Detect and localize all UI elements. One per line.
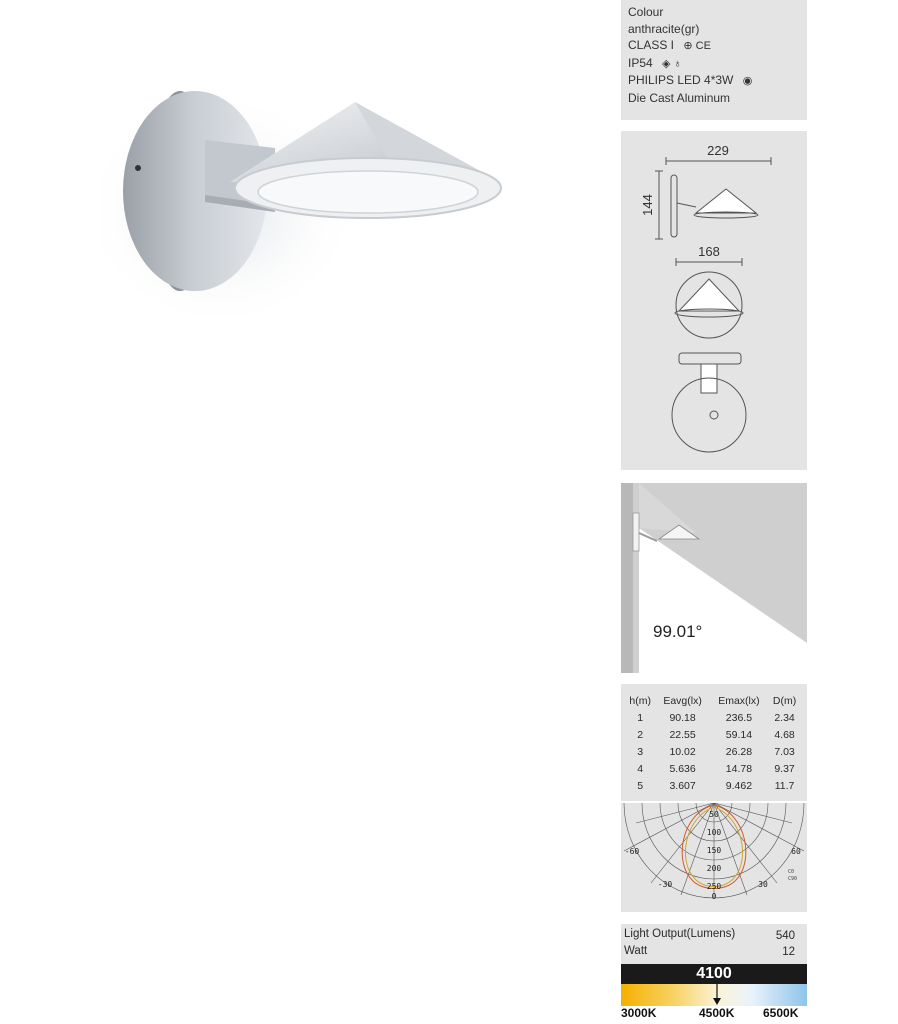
- radial-label: 50: [709, 810, 719, 819]
- spec-ip: [628, 55, 800, 73]
- photometric-table-panel: [621, 684, 807, 801]
- cct-tick-low: 3000K: [621, 1006, 657, 1020]
- table-row: [625, 709, 801, 726]
- cell: 5.636: [669, 763, 696, 776]
- angle-label-left30: -30: [657, 880, 673, 889]
- cct-gradient-bar: [621, 984, 807, 1006]
- table-header-row: [625, 692, 801, 709]
- lumens-label: Light Output(Lumens): [624, 928, 736, 940]
- header-eavg: Eavg(lx): [663, 694, 702, 707]
- lumens-value: 540: [775, 930, 795, 942]
- cell: 7.03: [774, 745, 795, 758]
- cct-ticks: [621, 1006, 807, 1024]
- polar-diagram: [621, 803, 807, 912]
- header-height: h(m): [629, 694, 652, 707]
- table-row: [625, 761, 801, 778]
- specs-panel: [621, 0, 807, 120]
- class-ce-icon: ⊕ CE: [683, 40, 711, 52]
- cell: 26.28: [725, 745, 753, 758]
- ip-rating-icon: ◈ ♁: [662, 57, 682, 70]
- angle-label-zero: 0: [711, 892, 717, 901]
- dim-width: 229: [707, 143, 729, 158]
- dim-diameter: 168: [698, 244, 720, 259]
- spec-ip-label: IP54: [628, 55, 653, 70]
- cell: 5: [637, 780, 644, 793]
- dimension-drawings: [621, 131, 807, 470]
- output-panel: [621, 924, 807, 964]
- led-icon: ◉: [742, 75, 753, 87]
- spec-led: [628, 72, 800, 90]
- cell: 2.34: [774, 711, 795, 724]
- cell: 9.37: [774, 763, 795, 776]
- watt-value: 12: [782, 946, 795, 958]
- table-row: [625, 778, 801, 795]
- angle-label-left60: -60: [624, 847, 640, 856]
- beam-diagram: [621, 483, 807, 673]
- dimensions-panel: [621, 131, 807, 470]
- angle-label-right30: 30: [758, 880, 768, 889]
- spec-class-label: CLASS I: [628, 38, 675, 52]
- radial-label: 200: [706, 864, 722, 873]
- spec-class: [628, 37, 800, 55]
- cell: 2: [637, 728, 644, 741]
- angle-label-right60: 60: [791, 847, 801, 856]
- table-row: [625, 743, 801, 760]
- photometric-table: [625, 692, 801, 795]
- radial-label: 150: [706, 846, 722, 855]
- table-row: [625, 726, 801, 743]
- header-emax: Emax(lx): [718, 694, 760, 707]
- spec-colour: Colour: [628, 5, 664, 19]
- radial-label: 100: [706, 828, 722, 837]
- cell: 22.55: [669, 728, 696, 741]
- radial-label: 250: [706, 882, 722, 891]
- cell: 59.14: [725, 728, 753, 741]
- cell: 4.68: [774, 728, 795, 741]
- cell: 11.7: [774, 780, 795, 793]
- legend-c90: C90: [788, 876, 798, 882]
- spec-colour-value: anthracite(gr): [628, 21, 700, 36]
- dim-height: 144: [640, 194, 655, 216]
- watt-label: Watt: [624, 945, 648, 957]
- cct-selected: 4100: [621, 964, 807, 984]
- cell: 14.78: [725, 763, 753, 776]
- cell: 236.5: [725, 711, 753, 724]
- cell: 3: [637, 745, 644, 758]
- beam-angle-panel: [621, 483, 807, 673]
- polar-diagram-panel: [621, 803, 807, 912]
- cell: 4: [637, 763, 644, 776]
- legend-c0: C0: [788, 869, 795, 875]
- cell: 10.02: [669, 745, 696, 758]
- cct-marker-arrow-icon: [621, 984, 807, 1006]
- cell: 90.18: [669, 711, 696, 724]
- cell: 3.607: [669, 780, 696, 793]
- cct-tick-high: 6500K: [763, 1006, 799, 1020]
- cell: 1: [637, 711, 644, 724]
- cct-tick-mid: 4500K: [699, 1006, 735, 1020]
- spec-material: Die Cast Aluminum: [628, 90, 731, 105]
- header-diameter: D(m): [772, 694, 797, 707]
- spec-led-label: PHILIPS LED 4*3W: [628, 73, 734, 87]
- beam-angle: 99.01°: [653, 622, 703, 641]
- cell: 9.462: [725, 780, 753, 793]
- product-image: [100, 80, 520, 340]
- screw-hole-icon: [135, 165, 141, 171]
